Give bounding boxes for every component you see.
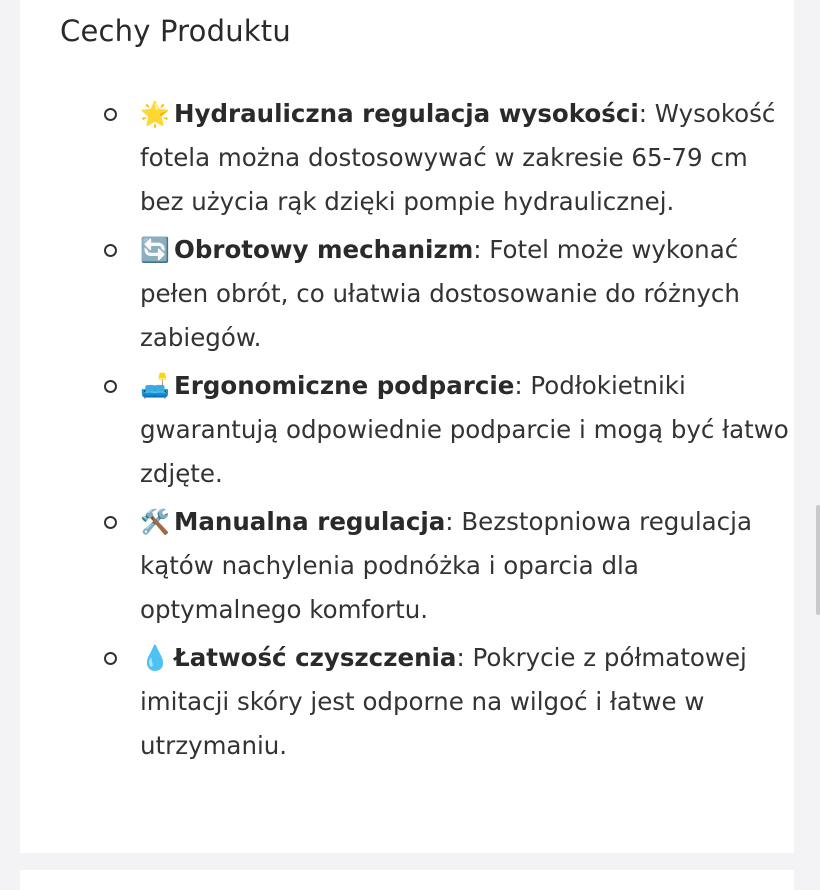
droplet-icon: 💧 [140,644,170,672]
feature-description: : Pokrycie z półmatowej imitacji skóry jest odporne na wilgoć i łatwe w utrzymaniu. [140,643,747,760]
feature-item-manual [104,500,794,632]
feature-item-cleaning [104,636,794,768]
hammer-wrench-icon: 🛠️ [140,508,170,536]
circle-bullet-icon [104,108,117,121]
feature-item-rotation [104,228,794,360]
feature-description: : Fotel może wykonać pełen obrót, co ułatwia dostosowanie do różnych zabiegów. [140,235,740,352]
circle-bullet-icon [104,652,117,665]
circle-bullet-icon [104,244,117,257]
feature-title: Łatwość czyszczenia [174,643,457,672]
rotate-arrows-icon: 🔄 [140,236,170,264]
circle-bullet-icon [104,516,117,529]
circle-bullet-icon [104,380,117,393]
feature-title: Manualna regulacja [174,507,446,536]
feature-description: : Wysokość fotela można dostosowywać w zakresie 65-79 cm bez użycia rąk dzięki pompie hydraulicznej. [140,99,776,216]
feature-item-height [104,92,794,224]
feature-description: : Podłokietniki gwarantują odpowiednie podparcie i mogą być łatwo zdjęte. [140,371,789,488]
feature-description: : Bezstopniowa regulacja kątów nachylenia podnóżka i oparcia dla optymalnego komfortu. [140,507,752,624]
feature-title: Hydrauliczna regulacja wysokości [174,99,639,128]
feature-item-support [104,364,794,496]
product-features-card [20,0,794,853]
feature-title: Obrotowy mechanizm [174,235,474,264]
couch-icon: 🛋️ [140,372,170,400]
feature-list [104,92,794,772]
feature-title: Ergonomiczne podparcie [174,371,515,400]
section-title: Cechy Produktu [60,14,291,48]
glowing-star-icon: 🌟 [140,100,170,128]
next-card [20,870,794,890]
scrollbar-thumb[interactable] [816,505,820,615]
